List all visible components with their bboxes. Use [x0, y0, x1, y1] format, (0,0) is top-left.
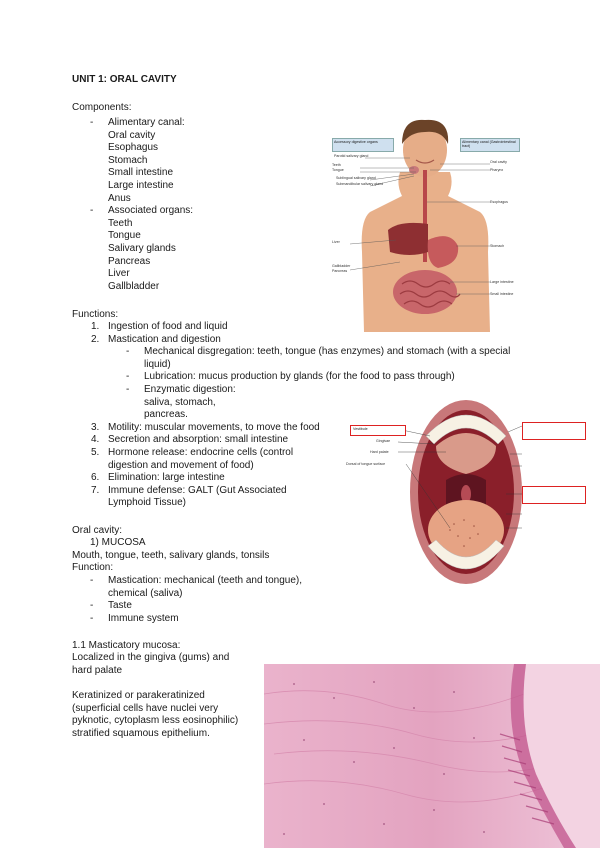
alimentary-item: Stomach	[108, 154, 148, 166]
figure-label: Parotid salivary gland	[334, 154, 369, 158]
function-item: 6. Elimination: large intestine	[91, 472, 225, 484]
figure-label: Gallbladder	[332, 264, 351, 268]
oral-cavity-heading: Oral cavity:	[72, 525, 123, 536]
figure-label: Large intestine	[490, 280, 514, 284]
page-title: UNIT 1: ORAL CAVITY	[72, 74, 177, 85]
associated-item: Tongue	[108, 230, 141, 242]
alimentary-item: Esophagus	[108, 142, 159, 154]
function-subitem: - Enzymatic digestion: saliva, stomach, pancreas.	[126, 383, 236, 421]
alimentary-item: Anus	[108, 192, 131, 204]
function-item: 1. Ingestion of food and liquid	[91, 321, 228, 332]
alimentary-item: Large intestine	[108, 179, 174, 191]
figure-label: Dorsal of tongue surface	[346, 462, 386, 466]
function-subitem: - Mechanical disgregation: teeth, tongue (has enzymes) and stomach (with a special liquid)	[126, 346, 511, 370]
alimentary-item: Oral cavity	[108, 129, 156, 141]
associated-label: Associated organs:	[108, 205, 194, 217]
alimentary-canal-box: Alimentary canal (Gastrointestinal tract)	[460, 138, 520, 152]
function-item: 4. Secretion and absorption: small intestine	[91, 434, 289, 446]
oral-function-item: - Immune system	[90, 612, 179, 624]
figure-label: Pharynx	[490, 168, 504, 172]
functions-heading: Functions:	[72, 309, 119, 320]
figure-label: Esophagus	[490, 200, 508, 204]
alimentary-item: Small intestine	[108, 167, 174, 179]
annotation-box	[522, 486, 586, 504]
components-list: - Alimentary canal: Oral cavity Esophagus Stomach Small intestine Large intestine Anus - Associated organs: Teeth Tongue Salivary glands Pancreas Liver Gallbladder	[108, 117, 318, 293]
figure-label: Submandibular salivary gland	[336, 182, 384, 186]
figure-label: Gingivae	[376, 439, 391, 443]
masticatory-description: Keratinized or parakeratinized (superficial cells have nuclei very pyknotic, cytoplasm less eosinophilic) stratified squamous epithelium.	[72, 690, 239, 739]
oral-function-list	[90, 575, 330, 625]
figure-label: Teeth	[332, 163, 341, 167]
function-item: 2. Mastication and digestion	[91, 333, 221, 345]
figure-label: Tongue	[332, 168, 344, 172]
oral-function-item: - Taste	[90, 600, 132, 612]
figure-label: Sublingual salivary gland	[336, 176, 376, 180]
associated-item: Salivary glands	[108, 242, 176, 254]
masticatory-location: Localized in the gingiva (gums) and hard palate	[72, 652, 230, 676]
mucosa-heading: 1) MUCOSA	[90, 537, 146, 548]
associated-item: Teeth	[108, 217, 133, 229]
figure-label: Small intestine	[490, 292, 514, 296]
masticatory-mucosa-histology	[264, 664, 600, 848]
figure-label: Vestibule	[353, 427, 368, 431]
function-subitem: - Lubrication: mucus production by glands (for the food to pass through)	[126, 371, 455, 383]
digestive-system-figure	[330, 112, 520, 334]
associated-item: Pancreas	[108, 255, 151, 267]
figure-label: Stomach	[490, 244, 505, 248]
annotation-box	[522, 422, 586, 440]
components-heading: Components:	[72, 102, 132, 113]
oral-parts: Mouth, tongue, teeth, salivary glands, tonsils	[72, 550, 270, 561]
function-item: 3. Motility: muscular movements, to move the food	[91, 421, 320, 433]
figure-label: Liver	[332, 240, 340, 244]
oral-function-item: - Mastication: mechanical (teeth and tongue), chemical (saliva)	[90, 575, 302, 599]
alimentary-label: Alimentary canal:	[108, 117, 185, 128]
figure-label: Hard palate	[370, 450, 389, 454]
accessory-organs-box: Accessory digestive organs	[332, 138, 394, 152]
function-item: 7. Immune defense: GALT (Gut Associated Lymphoid Tissue)	[91, 484, 287, 509]
associated-item: Liver	[108, 268, 130, 280]
function-label: Function:	[72, 562, 114, 573]
oral-cavity-figure	[346, 396, 592, 586]
masticatory-heading: 1.1 Masticatory mucosa:	[72, 640, 181, 651]
histology-micrograph	[264, 664, 600, 848]
figure-label: Pancreas	[332, 269, 348, 273]
associated-item: Gallbladder	[108, 280, 160, 292]
figure-label: Oral cavity	[490, 160, 507, 164]
function-item: 5. Hormone release: endocrine cells (control digestion and movement of food)	[91, 446, 294, 471]
